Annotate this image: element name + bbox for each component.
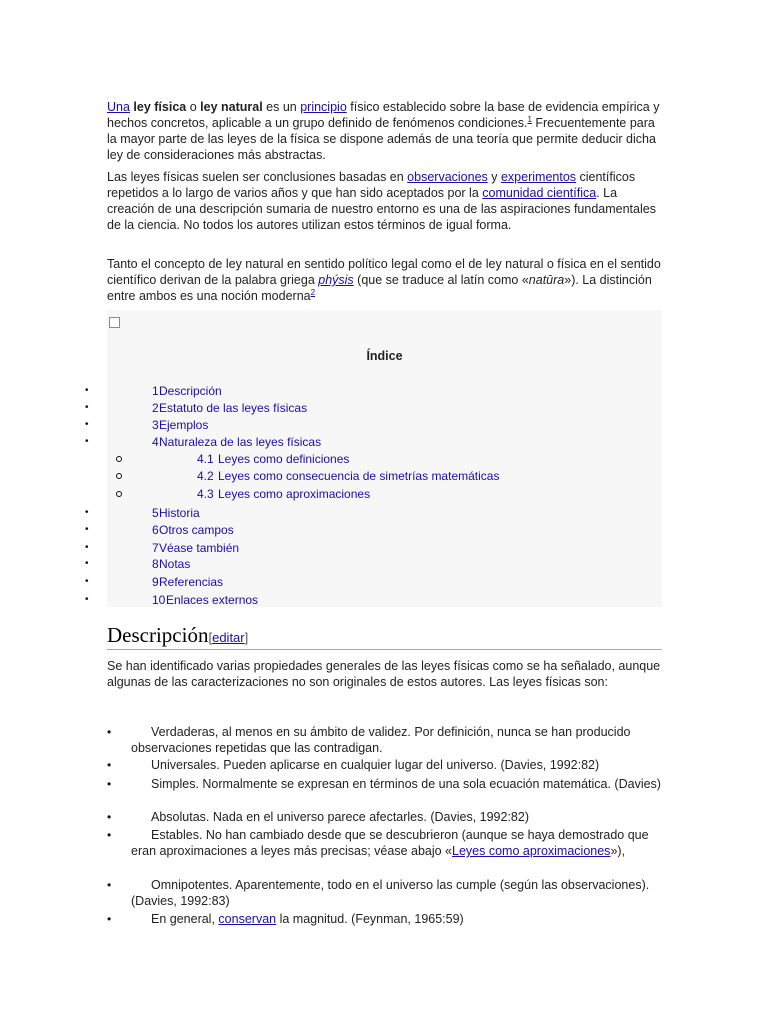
circle-bullet xyxy=(116,473,122,479)
toc-item-label[interactable]: Estatuto de las leyes físicas xyxy=(159,401,308,415)
toc-item[interactable] xyxy=(0,540,660,557)
text: (que se traduce al latín como « xyxy=(353,273,529,287)
bullet: • xyxy=(107,777,112,791)
link-leyes-como-aproximaciones[interactable]: Leyes como aproximaciones xyxy=(452,844,611,858)
toc-item[interactable] xyxy=(0,434,660,451)
circle-bullet xyxy=(116,491,122,497)
toc-item-label[interactable]: Leyes como definiciones xyxy=(218,452,350,466)
toc-item[interactable] xyxy=(0,468,660,485)
toc-item[interactable] xyxy=(0,383,660,400)
toc-item-number: 3 xyxy=(152,418,159,432)
edit-section: [editar] xyxy=(208,630,249,645)
toc-item-label[interactable]: Referencias xyxy=(159,575,224,589)
section-heading-descripcion xyxy=(107,621,662,650)
bullet: • xyxy=(85,542,89,553)
toc-item-label[interactable]: Ejemplos xyxy=(159,418,209,432)
toc-toggle-checkbox[interactable] xyxy=(109,317,120,328)
bullet: • xyxy=(85,436,89,447)
list-item-text: Verdaderas, al menos en su ámbito de validez. Por definición, nunca se han producido observaciones repetidas que las contradigan. xyxy=(131,725,631,755)
toc-item-number: 2 xyxy=(152,401,159,415)
list-item-text: Universales. Pueden aplicarse en cualquier lugar del universo. (Davies, 1992:82) xyxy=(151,758,600,772)
ref-1[interactable]: 1 xyxy=(527,115,532,124)
toc-item[interactable] xyxy=(0,505,660,522)
toc-item-number: 4.3 xyxy=(197,487,214,501)
link-observaciones[interactable]: observaciones xyxy=(407,170,488,184)
toc-item-number: 9 xyxy=(152,575,159,589)
section-intro: Se han identificado varias propiedades generales de las leyes físicas como se ha señalado, aunque algunas de las caracterizaciones no son originales de estos autores. Las leyes físicas son: xyxy=(107,659,661,689)
bullet: • xyxy=(85,385,89,396)
bullet: • xyxy=(107,912,112,926)
bullet: • xyxy=(85,576,89,587)
toc-item-label[interactable]: Notas xyxy=(159,557,191,571)
text: Tanto el concepto de ley natural en sentido político legal como el de ley natural o física en el sentido científico derivan de la palabra griega xyxy=(107,257,661,287)
toc-item[interactable] xyxy=(0,592,660,609)
link-principio[interactable]: principio xyxy=(300,100,347,114)
text: y xyxy=(487,170,501,184)
bullet: • xyxy=(107,810,112,824)
bullet: • xyxy=(85,524,89,535)
toc-item[interactable] xyxy=(0,522,660,539)
toc-item[interactable] xyxy=(0,451,660,468)
bullet: • xyxy=(85,558,89,569)
bullet: • xyxy=(85,594,89,605)
toc-item-label[interactable]: Enlaces externos xyxy=(166,593,259,607)
toc-title: Índice xyxy=(366,349,403,363)
toc-item[interactable] xyxy=(0,556,660,573)
intro-paragraph-1 xyxy=(107,99,663,163)
edit-link[interactable]: editar xyxy=(212,630,245,645)
toc-item[interactable] xyxy=(0,486,660,503)
bullet: • xyxy=(85,402,89,413)
circle-bullet xyxy=(116,456,122,462)
text: »). La distinción entre ambos es una noción moderna xyxy=(107,273,652,303)
bullet: • xyxy=(107,725,112,739)
text: o xyxy=(186,100,201,114)
toc-item-number: 4.2 xyxy=(197,469,214,483)
term-ley-natural: ley natural xyxy=(200,100,263,114)
toc-item[interactable] xyxy=(0,574,660,591)
list-item-text: En general, conservan la magnitud. (Feynman, 1965:59) xyxy=(151,912,464,926)
term-natura: natūra xyxy=(528,273,565,287)
intro-paragraph-2 xyxy=(107,169,663,233)
toc-item-label[interactable]: Véase también xyxy=(159,541,240,555)
link-experimentos[interactable]: experimentos xyxy=(500,170,577,184)
toc-item-label[interactable]: Historia xyxy=(159,506,200,520)
text: Las leyes físicas suelen ser conclusiones basadas en xyxy=(107,170,408,184)
bullet: • xyxy=(107,828,112,842)
section-title: Descripción xyxy=(107,623,209,647)
bullet: • xyxy=(85,419,89,430)
toc-item-number: 10 xyxy=(152,593,166,607)
toc-item-number: 5 xyxy=(152,506,159,520)
toc-item-number: 6 xyxy=(152,523,159,537)
list-item-text: Estables. No han cambiado desde que se descubrieron (aunque se haya demostrado que eran aproximaciones a leyes más precisas; véase abajo «Leyes como aproximaciones»), xyxy=(131,828,649,858)
list-item-text: Omnipotentes. Aparentemente, todo en el universo las cumple (según las observaciones). (Davies, 1992:83) xyxy=(131,878,650,908)
toc-item-label[interactable]: Leyes como consecuencia de simetrías matemáticas xyxy=(218,469,500,483)
text: Frecuentemente para la mayor parte de las leyes de la física se dispone además de una teoría que permite deducir dicha ley de consideraciones más abstractas. xyxy=(107,116,656,162)
text: científicos repetidos a lo largo de varios años y que han sido aceptados por la xyxy=(107,170,636,200)
toc-item-number: 8 xyxy=(152,557,159,571)
bullet: • xyxy=(85,507,89,518)
link-comunidad-cientifica[interactable]: comunidad científica xyxy=(482,186,597,200)
term-ley-fisica: ley física xyxy=(133,100,187,114)
toc-item-label[interactable]: Descripción xyxy=(159,384,222,398)
toc-item-number: 1 xyxy=(152,384,159,398)
toc-item[interactable] xyxy=(0,400,660,417)
toc-item-number: 4.1 xyxy=(197,452,214,466)
intro-paragraph-3 xyxy=(107,256,663,304)
toc-item-label[interactable]: Leyes como aproximaciones xyxy=(218,487,371,501)
bullet: • xyxy=(107,878,112,892)
bullet: • xyxy=(107,758,112,772)
toc-item-label[interactable]: Naturaleza de las leyes físicas xyxy=(159,435,322,449)
list-item-text: Simples. Normalmente se expresan en términos de una sola ecuación matemática. (Davies) xyxy=(151,777,661,791)
text: . La creación de una descripción sumaria de nuestro entorno es una de las aspiraciones fundamentales de la ciencia. No todos los autores utilizan estos términos de igual forma. xyxy=(107,186,656,232)
link-una[interactable]: Una xyxy=(107,100,130,114)
toc-item-label[interactable]: Otros campos xyxy=(159,523,234,537)
toc-item-number: 7 xyxy=(152,541,159,555)
ref-2[interactable]: 2 xyxy=(310,288,316,297)
link-physis[interactable]: phýsis xyxy=(318,273,354,287)
toc-item-number: 4 xyxy=(152,435,159,449)
text: físico establecido sobre la base de evidencia empírica y hechos concretos, aplicable a un grupo definido de fenómenos condiciones. xyxy=(107,100,660,130)
link-conservan[interactable]: conservan xyxy=(218,912,277,926)
text: es un xyxy=(262,100,301,114)
list-item-text: Absolutas. Nada en el universo parece afectarles. (Davies, 1992:82) xyxy=(151,810,529,824)
toc-item[interactable] xyxy=(0,417,660,434)
